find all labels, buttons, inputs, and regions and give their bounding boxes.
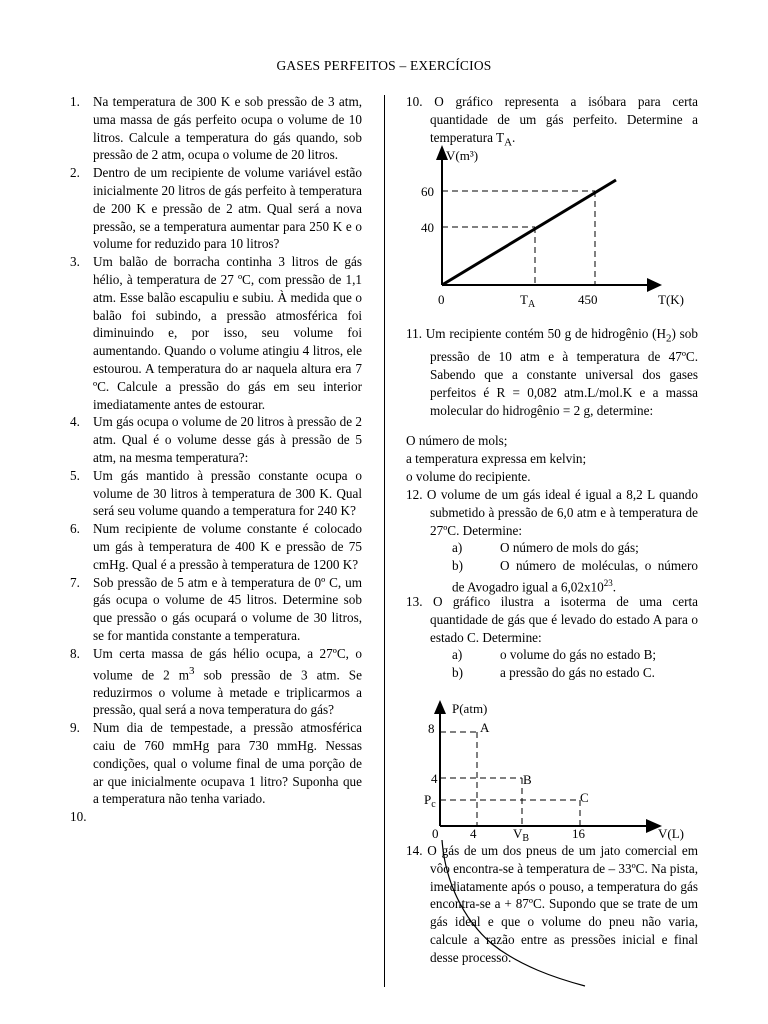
question-3: [70, 253, 362, 413]
question-text: Um certa massa de gás hélio ocupa, a 27ºC, o volume de 2 m: [93, 645, 362, 682]
superscript: 23: [603, 578, 613, 589]
list-item: [406, 557, 698, 596]
question-text: Na temperatura de 300 K e sob pressão de 3 atm, uma massa de gás perfeito ocupa o volume de 10 litros. Calcule a temperatura do gás quando, sob pressão de 2 atm, ocupa o volume de 20 litros.: [93, 94, 362, 163]
list-item: [406, 646, 698, 664]
y-axis-label: V(m³): [446, 148, 479, 163]
question-text: Num recipiente de volume constante é colocado um gás à temperatura de 400 K e pressão de 75 cmHg. Qual é a pressão à temperatura de 1200 K?: [93, 521, 362, 572]
question-text: sob pressão de 3 atm. Se reduzirmos o volume à metade e triplicarmos a pressão, qual será a nova temperatura do gás?: [93, 666, 362, 718]
x-axis-label: T(K): [658, 292, 684, 307]
isobar-line: [442, 180, 616, 285]
question-text: .: [512, 129, 516, 145]
question-4: [70, 413, 362, 466]
question-text: O gráfico representa a isóbara para certa quantidade de um gás perfeito. Determine a temperatura T: [422, 94, 698, 145]
question-11: [406, 325, 698, 420]
question-text: Sob pressão de 5 atm e à temperatura de 0º C, um gás ocupa o volume de 45 litros. Determine sob que pressão o gás ocupará o volume de 30 litros, se for mantida constante a temperatura.: [93, 574, 362, 643]
superscript: 3: [189, 664, 195, 677]
subscript: 2: [666, 332, 672, 345]
question-12: [406, 486, 698, 596]
y-tick-4: 4: [431, 771, 438, 786]
item-text: .: [612, 579, 617, 595]
question-11-items: [406, 432, 698, 485]
left-column: [70, 93, 362, 826]
item-label: a): [452, 647, 463, 663]
list-item: o volume do recipiente.: [406, 468, 531, 484]
isotherm-curve-path: [442, 840, 585, 986]
question-text: O gráfico ilustra a isoterma de uma certa quantidade de gás que é levado do estado A para o estado C. Determine:: [422, 594, 698, 645]
question-6: [70, 520, 362, 573]
question-13: [406, 593, 698, 682]
page-title: GASES PERFEITOS – EXERCÍCIOS: [276, 58, 492, 73]
list-item: O número de mols;: [406, 433, 508, 448]
item-text: O número de mols do gás;: [500, 540, 639, 556]
question-text: O gás de um dos pneus de um jato comercial em vôo encontra-se à temperatura de – 33ºC. Na pista, imediatamente após o pouso, a temperatura do gás encontra-se a + 87ºC. Supondo que se trate de um gás ideal e que o volume do pneu não varia, calcule a razão entre as pressões inicial e final desse processo.: [422, 843, 698, 965]
x-tick-0: 0: [438, 292, 445, 307]
isotherm-curve: [400, 840, 620, 1000]
x-tick-vb: $V_B$: [513, 826, 530, 844]
question-text: ) sob pressão de 10 atm e à temperatura de 47ºC. Sabendo que a constante universal dos gases perfeitos é R = 0,082 atm.L/mol.K e a massa molecular do hidrogênio = 2 g, determine:: [430, 326, 698, 418]
question-text: Um gás ocupa o volume de 20 litros à pressão de 2 atm. Qual é o volume desse gás à pressão de 5 atm, na mesma temperatura?:: [93, 414, 362, 465]
list-item: [406, 539, 698, 557]
question-number: 10.: [406, 94, 423, 109]
question-number: 14.: [406, 843, 423, 858]
y-tick-60: 60: [421, 184, 434, 199]
x-tick-0: 0: [432, 826, 439, 841]
point-c-label: C: [580, 790, 589, 805]
question-number: 12.: [406, 487, 423, 502]
y-axis-arrow: [434, 700, 446, 714]
item-label: b): [452, 558, 463, 574]
question-2: [70, 164, 362, 253]
question-number: 2.: [70, 165, 80, 181]
question-7: [70, 574, 362, 645]
question-number: 11.: [406, 326, 422, 341]
question-number: 5.: [70, 467, 80, 483]
question-number: 3.: [70, 254, 80, 270]
question-10-stub: [70, 808, 362, 826]
question-number: 10.: [70, 809, 87, 825]
x-axis-arrow: [647, 278, 662, 292]
x-tick-4: 4: [470, 826, 477, 841]
x-axis-label: V(L): [658, 826, 684, 841]
question-9: [70, 719, 362, 808]
isotherm-graph: [400, 692, 700, 844]
question-number: 8.: [70, 645, 80, 661]
question-number: 1.: [70, 94, 80, 109]
isobar-graph: [400, 142, 700, 314]
question-8: [70, 645, 362, 720]
question-number: 13.: [406, 594, 423, 609]
question-text: Um balão de borracha continha 3 litros de gás hélio, à temperatura de 27 ºC, com pressão de 1,1 atm. Esse balão escapuliu e subiu. À medida que o balão foi subindo, a pressão atmosférica foi diminuindo e, por isso, seu volume foi aumentando. Quando o volume atingiu 4 litros, ele estourou. A temperatura do ar naquela altura era 7 ºC. Calcule a pressão do gás em seu interior imediatamente antes de estourar.: [93, 254, 362, 412]
list-item: [406, 664, 698, 682]
y-tick-pc: $P_c$: [424, 792, 436, 810]
point-a-label: A: [480, 720, 490, 735]
item-text: o volume do gás no estado B;: [500, 647, 657, 663]
list-item: a temperatura expressa em kelvin;: [406, 450, 587, 466]
y-tick-40: 40: [421, 220, 434, 235]
y-tick-8: 8: [428, 721, 435, 736]
question-number: 4.: [70, 414, 80, 430]
question-text: Um recipiente contém 50 g de hidrogênio (H: [422, 326, 667, 341]
question-1: [70, 93, 362, 164]
x-tick-ta: $T_A$: [520, 292, 536, 310]
item-label: b): [452, 665, 463, 681]
x-tick-450: 450: [578, 292, 598, 307]
column-divider: [384, 95, 385, 987]
question-text: O volume de um gás ideal é igual a 8,2 L quando submetido à pressão de 6,0 atm e à temperatura de 27ºC. Determine:: [422, 487, 698, 538]
y-axis-label: P(atm): [452, 701, 488, 716]
item-label: a): [452, 540, 463, 556]
question-text: Um gás mantido à pressão constante ocupa o volume de 30 litros à temperatura de 300 K. Qual será seu volume quando a temperatura for 240 K?: [93, 467, 362, 519]
question-5: [70, 467, 362, 520]
x-tick-16: 16: [572, 826, 585, 841]
question-number: 6.: [70, 521, 80, 537]
subscript: A: [504, 136, 513, 149]
question-text: Dentro de um recipiente de volume variável estão inicialmente 20 litros de gás perfeito à temperatura de 200 K e pressão de 2 atm. Qual será a nova pressão, se a temperatura aumentar para 250 K e o volume for reduzido para 10 litros?: [93, 165, 362, 252]
question-number: 9.: [70, 720, 80, 736]
item-text: O número de moléculas, o número de Avogadro igual a 6,02x10: [452, 558, 698, 595]
question-number: 7.: [70, 574, 80, 590]
item-text: a pressão do gás no estado C.: [500, 665, 655, 681]
question-text: Num dia de tempestade, a pressão atmosférica caiu de 760 mmHg para 730 mmHg. Nessas condições, qual o volume final de uma porção de ar que inicialmente ocupava 1 litro? Suponha que a temperatura não tenha variado.: [93, 720, 362, 807]
point-b-label: B: [523, 772, 532, 787]
